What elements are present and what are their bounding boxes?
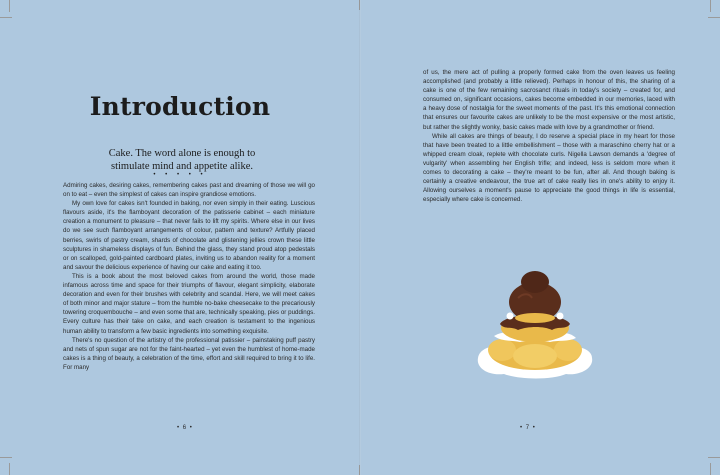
lede-text: Cake. The word alone is enough to stimulate mind and appetite alike. bbox=[108, 148, 256, 172]
page-number: • 6 • bbox=[177, 425, 193, 431]
paragraph: Admiring cakes, desiring cakes, remembering cakes past and dreaming of those we will go on to eat – even the simplest of cakes can inspire grandiose emotions. bbox=[63, 182, 315, 199]
page-title: Introduction bbox=[89, 92, 271, 121]
right-body-text bbox=[423, 68, 675, 204]
paragraph: My own love for cakes isn't founded in baking, nor even simply in their eating. Luscious flavours aside, it's the flamboyant decoration of the patisserie cabinet – each miniature creation a monument to pleasure – that never fails to lift my spirits. Where else in our lives do we see such flamboyant arrangements of colour, pattern and texture? Artfully placed berries, swirls of pastry cream, shards of chocolate and glistening jellies crown these little sculptures in shameless displays of fun. Behind the glass, they stand proud atop pedestals or on scalloped, gold-painted cardboard plates, inviting us to abandon reality for a moment and savour the delicious experience of having our cake and eating it too. bbox=[63, 200, 315, 271]
page-number: • 7 • bbox=[520, 425, 536, 431]
ornament-dots: • • • • • bbox=[153, 172, 207, 178]
top-bun bbox=[521, 271, 549, 293]
choux-cake-illustration bbox=[470, 262, 600, 392]
right-page bbox=[360, 0, 720, 475]
paragraph: This is a book about the most beloved cakes from around the world, those made infamous across time and space for their triumphs of flavour, elegant simplicity, elaborate decoration and even for their brushes with celebrity and scandal. Here, we will meet cakes of both minor and major stature – from the humble no-bake cheesecake to the precariously towering croquembouche – and even some that are, technically speaking, pies or puddings. Every culture has their take on cake, and each creation is testament to the ingenious human ability to transform a few basic ingredients into something exquisite. bbox=[63, 272, 315, 335]
paragraph: There's no question of the artistry of the professional patissier – painstaking puff pastry and nets of spun sugar are not for the faint-hearted – yet even the humblest of home-made cakes is a thing of beauty, a celebration of the time, effort and skill required to bring it to life. For many bbox=[63, 336, 315, 371]
paragraph: of us, the mere act of pulling a properly formed cake from the oven leaves us feeling accomplished (and probably a little relieved). Perhaps in honour of this, the sharing of a cake is one of the few remaining sacrosanct rituals in today's society – created for, and consumed on, significant occasions, cakes become embedded in our memories, laced with a heavy dose of nostalgia for the sweet moments of the past. It's this emotional connection that ensures our favourite cakes are unlikely to be the most expensive or the most artistic, but rather the slightly wonky, basic cakes made with love by a grandmother or friend. bbox=[423, 69, 675, 131]
paragraph: While all cakes are things of beauty, I do reserve a special place in my heart for those that have been treated to a little embellishment – those with a maraschino cherry hat or a whipped cream cloak, replete with chocolate curls. Nigella Lawson demands a 'degree of vulgarity' when assembling her English trifle; and indeed, less is seldom more when it comes to decorating a cake – they're meant to be fun, after all. And though baking is certainly a creative endeavour, the true art of cake really lies in one's ability to enjoy it. Allowing ourselves a moment's pause to appreciate the good things in life is essential, especially where cake is concerned. bbox=[423, 132, 675, 204]
left-body-text bbox=[63, 181, 315, 372]
